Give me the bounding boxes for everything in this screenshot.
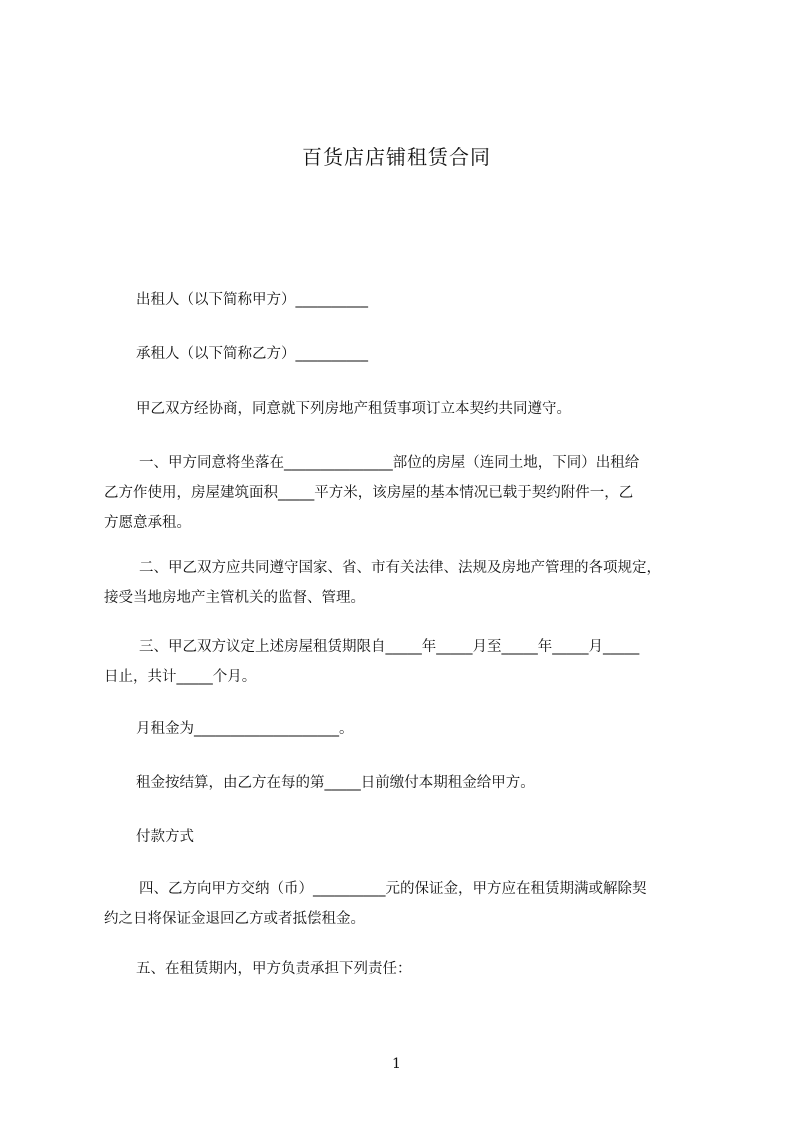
lessee-line: 承租人（以下简称乙方）__________ <box>136 346 368 362</box>
page-number: 1 <box>392 1056 401 1072</box>
clause-5-line: 五、在租赁期内，甲方负责承担下列责任： <box>136 961 412 977</box>
clause-2 <box>104 553 704 613</box>
clause-4-line-1: 四、乙方向甲方交纳（币）__________元的保证金，甲方应在租赁期满或解除契 <box>139 881 647 897</box>
preamble-paragraph: 甲乙双方经协商，同意就下列房地产租赁事项订立本契约共同遵守。 <box>136 401 571 417</box>
clause-3 <box>104 632 704 692</box>
document-title: 百货店店铺租赁合同 <box>302 145 491 169</box>
clause-2-line-1: 二、甲乙双方应共同遵守国家、省、市有关法律、法规及房地产管理的各项规定， <box>139 560 661 576</box>
clause-3-line-1: 三、甲乙双方议定上述房屋租赁期限自_____年_____月至_____年_____月_____ <box>139 639 640 655</box>
clause-1-line-3: 方愿意承租。 <box>104 515 191 531</box>
payment-method-heading: 付款方式 <box>136 829 194 845</box>
lessor-line: 出租人（以下简称甲方）__________ <box>136 292 368 308</box>
clause-3-line-2: 日止，共计_____个月。 <box>104 669 257 685</box>
clause-2-line-2: 接受当地房地产主管机关的监督、管理。 <box>104 590 365 606</box>
monthly-rent-line: 月租金为____________________。 <box>136 721 354 737</box>
rent-settlement-line: 租金按结算，由乙方在每的第_____日前缴付本期租金给甲方。 <box>136 775 535 791</box>
clause-1-line-2: 乙方作使用，房屋建筑面积_____平方米，该房屋的基本情况已载于契约附件一，乙 <box>104 485 634 501</box>
clause-1-line-1: 一、甲方同意将坐落在_______________部位的房屋（连同土地，下同）出租给 <box>139 455 640 471</box>
clause-4 <box>104 874 704 934</box>
clause-1 <box>104 448 704 538</box>
clause-4-line-2: 约之日将保证金退回乙方或者抵偿租金。 <box>104 911 365 927</box>
